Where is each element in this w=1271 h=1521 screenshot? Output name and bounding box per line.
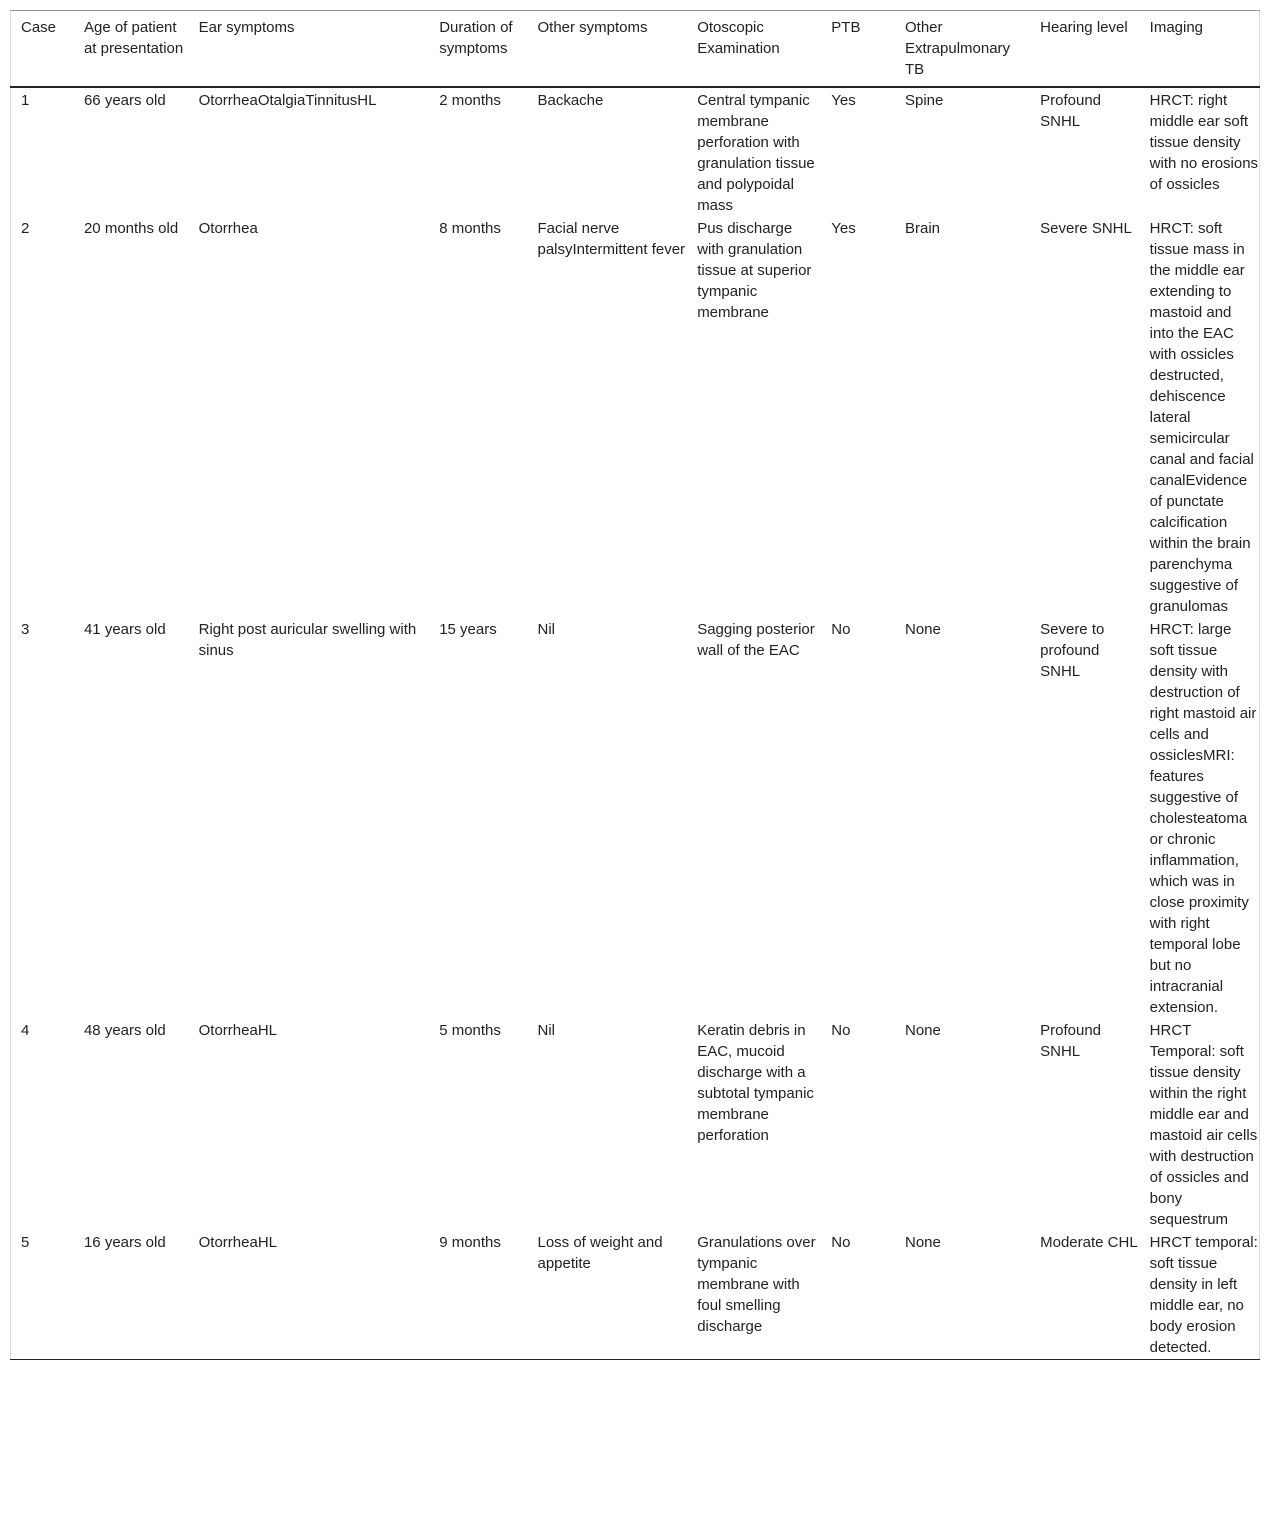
header-otoscopic-exam: Otoscopic Examination xyxy=(697,19,780,57)
cell-other-symptoms: Facial nerve palsyIntermittent fever xyxy=(537,220,686,258)
cell-case: 1 xyxy=(21,92,30,109)
cell-ptb: No xyxy=(831,621,851,638)
cell-ptb: No xyxy=(831,1234,851,1251)
cell-age: 66 years old xyxy=(83,92,166,109)
cell-otoscopic-exam: Keratin debris in EAC, mucoid discharge with a subtotal tympanic membrane perforation xyxy=(697,1022,814,1144)
cell-age: 48 years old xyxy=(83,1022,166,1039)
cell-ear-symptoms: Otorrhea xyxy=(198,220,258,237)
table-row xyxy=(11,1019,1260,1231)
cell-otoscopic-exam: Sagging posterior wall of the EAC xyxy=(697,621,815,659)
cell-hearing-level: Moderate CHL xyxy=(1040,1234,1138,1251)
cell-other-symptoms: Loss of weight and appetite xyxy=(537,1234,663,1272)
header-imaging: Imaging xyxy=(1149,19,1204,36)
header-ear-symptoms: Ear symptoms xyxy=(198,19,295,36)
cell-imaging: HRCT: soft tissue mass in the middle ear extending to mastoid and into the EAC with ossicles destructed, dehiscence lateral semicircular canal and facial canalEvidence of punctate calcification within the brain parenchyma suggestive of granulomas xyxy=(1149,220,1254,615)
cell-age: 20 months old xyxy=(83,220,179,237)
cell-otoscopic-exam: Central tympanic membrane perforation with granulation tissue and polypoidal mass xyxy=(697,92,815,214)
cell-otoscopic-exam: Granulations over tympanic membrane with foul smelling discharge xyxy=(697,1234,816,1335)
cell-imaging: HRCT: right middle ear soft tissue density with no erosions of ossicles xyxy=(1149,92,1259,193)
table-container xyxy=(10,10,1260,1360)
header-age: Age of patient at presentation xyxy=(83,19,184,57)
cell-imaging: HRCT temporal: soft tissue density in left middle ear, no body erosion detected. xyxy=(1149,1234,1258,1356)
cell-ear-symptoms: OtorrheaOtalgiaTinnitusHL xyxy=(198,92,377,109)
cell-case: 5 xyxy=(21,1234,30,1251)
header-case: Case xyxy=(21,19,57,36)
cell-ear-symptoms: OtorrheaHL xyxy=(198,1022,277,1039)
cell-ear-symptoms: OtorrheaHL xyxy=(198,1234,277,1251)
cell-age: 16 years old xyxy=(83,1234,166,1251)
table-row xyxy=(11,1231,1260,1360)
cell-ptb: Yes xyxy=(831,92,856,109)
table-row xyxy=(11,217,1260,618)
header-ptb: PTB xyxy=(831,19,861,36)
cell-imaging: HRCT Temporal: soft tissue density within the right middle ear and mastoid air cells with destruction of ossicles and bony sequestrum xyxy=(1149,1022,1258,1228)
cell-extrapulmonary-tb: None xyxy=(905,1234,941,1251)
cell-case: 4 xyxy=(21,1022,30,1039)
header-extrapulmonary-tb: Other Extrapulmonary TB xyxy=(905,19,1011,78)
clinical-cases-table xyxy=(10,10,1260,1360)
cell-duration: 9 months xyxy=(439,1234,501,1251)
table-header-row xyxy=(11,11,1260,88)
cell-duration: 15 years xyxy=(439,621,497,638)
cell-ear-symptoms: Right post auricular swelling with sinus xyxy=(198,621,417,659)
cell-duration: 8 months xyxy=(439,220,501,237)
cell-duration: 5 months xyxy=(439,1022,501,1039)
cell-hearing-level: Profound SNHL xyxy=(1040,92,1102,130)
cell-duration: 2 months xyxy=(439,92,501,109)
cell-hearing-level: Severe to profound SNHL xyxy=(1040,621,1105,680)
cell-extrapulmonary-tb: Spine xyxy=(905,92,944,109)
cell-other-symptoms: Nil xyxy=(537,621,555,638)
header-duration: Duration of symptoms xyxy=(439,19,513,57)
cell-age: 41 years old xyxy=(83,621,166,638)
header-other-symptoms: Other symptoms xyxy=(537,19,648,36)
table-row xyxy=(11,618,1260,1019)
cell-ptb: Yes xyxy=(831,220,856,237)
cell-otoscopic-exam: Pus discharge with granulation tissue at superior tympanic membrane xyxy=(697,220,812,321)
cell-imaging: HRCT: large soft tissue density with destruction of right mastoid air cells and ossiclesMRI: features suggestive of cholesteatoma or chronic inflammation, which was in close proximity with right temporal lobe but no intracranial extension. xyxy=(1149,621,1257,1016)
cell-case: 2 xyxy=(21,220,30,237)
cell-case: 3 xyxy=(21,621,30,638)
header-hearing-level: Hearing level xyxy=(1040,19,1128,36)
cell-other-symptoms: Backache xyxy=(537,92,604,109)
cell-other-symptoms: Nil xyxy=(537,1022,555,1039)
cell-hearing-level: Profound SNHL xyxy=(1040,1022,1102,1060)
table-row xyxy=(11,87,1260,217)
cell-extrapulmonary-tb: None xyxy=(905,1022,941,1039)
cell-extrapulmonary-tb: None xyxy=(905,621,941,638)
cell-ptb: No xyxy=(831,1022,851,1039)
cell-extrapulmonary-tb: Brain xyxy=(905,220,941,237)
cell-hearing-level: Severe SNHL xyxy=(1040,220,1132,237)
